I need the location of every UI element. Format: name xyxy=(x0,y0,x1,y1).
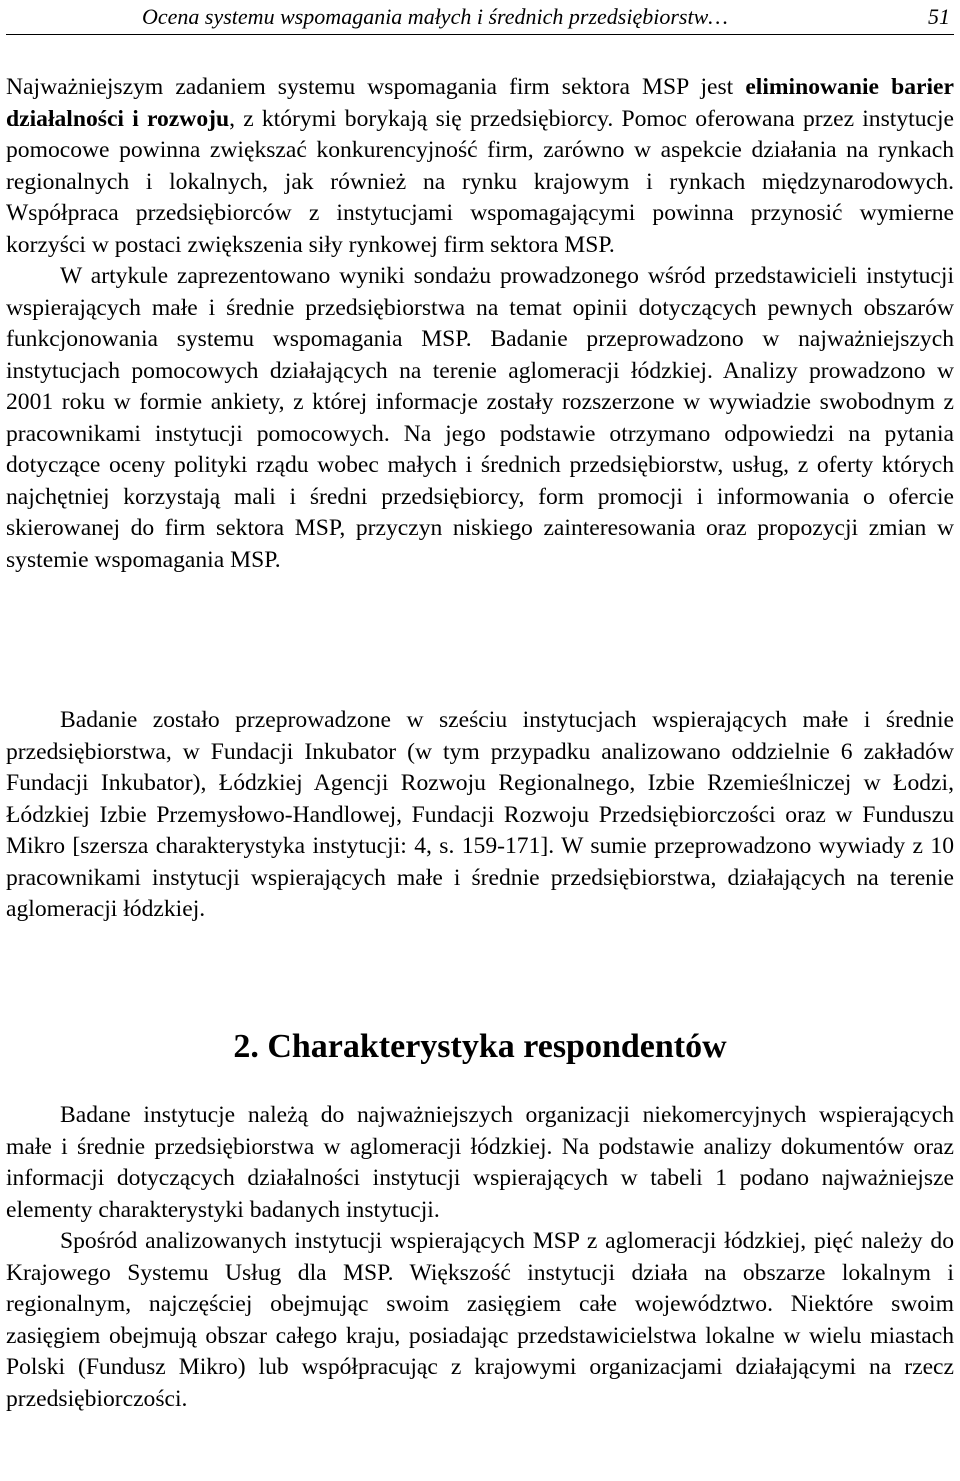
section-heading: 2. Charakterystyka respondentów xyxy=(233,1028,727,1065)
page-number: 51 xyxy=(928,4,950,29)
running-header-title: Ocena systemu wspomagania małych i średnich przedsiębiorstw… xyxy=(142,4,728,29)
paragraph-1-emphasis: eliminowanie barier działalności i rozwoju xyxy=(6,74,954,132)
paragraph-1 xyxy=(6,72,954,261)
paragraph-1-lead: Najważniejszym zadaniem systemu wspomagania firm sektora MSP jest xyxy=(6,74,746,100)
intro-text-block xyxy=(6,72,954,576)
paragraph-2: W artykule zaprezentowano wyniki sondażu prowadzonego wśród przedstawicieli instytucji wspierających małe i średnie przedsiębiorstwa na temat opinii dotyczących pewnych obszarów funkcjonowania systemu wspomagania MSP. Badanie przeprowadzono w najważniejszych instytucjach pomocowych działających na terenie aglomeracji łódzkiej. Analizy prowadzono w 2001 roku w formie ankiety, z której informacje zostały rozszerzone w wywiadzie swobodnym z pracownikami instytucji pomocowych. Na jego podstawie otrzymano odpowiedzi na pytania dotyczące oceny polityki rządu wobec małych i średnich przedsiębiorstw, usług, z oferty których najchętniej korzystają mali i średni przedsiębiorcy, form promocji i informowania o ofercie skierowanej do firm sektora MSP, przyczyn niskiego zainteresowania oraz propozycji zmian w systemie wspomagania MSP. xyxy=(6,263,954,573)
method-text-block xyxy=(6,705,954,926)
paragraph-4: Badane instytucje należą do najważniejszych organizacji niekomercyjnych wspierających małe i średnie przedsiębiorstwa w aglomeracji łódzkiej. Na podstawie analizy dokumentów oraz informacji dotyczących działalności instytucji wspierających w tabeli 1 podano najważniejsze elementy charakterystyki badanych instytucji. xyxy=(6,1102,954,1223)
running-header xyxy=(6,0,954,35)
paragraph-5: Spośród analizowanych instytucji wspierających MSP z aglomeracji łódzkiej, pięć należy do Krajowego Systemu Usług dla MSP. Większość instytucji działa na obszarze lokalnym i regionalnym, najczęściej obejmując swoim zasięgiem całe województwo. Niektóre swoim zasięgiem obejmują obszar całego kraju, posiadając przedstawicielstwa lokalne w wielu miastach Polski (Fundusz Mikro) lub współpracując z krajowymi organizacjami działającymi na rzecz przedsiębiorczości. xyxy=(6,1228,954,1412)
paragraph-1-rest: , z którymi borykają się przedsiębiorcy. Pomoc oferowana przez instytucje pomocowe powinna zwiększać konkurencyjność firm, zarówno w aspekcie działania na rynkach regionalnych i lokalnych, jak również na rynku krajowym i rynkach międzynarodowych. Współpraca przedsiębiorców z instytucjami wspomagającymi powinna przynosić wymierne korzyści w postaci zwiększenia siły rynkowej firm sektora MSP. xyxy=(6,105,954,258)
respondents-text-block xyxy=(6,1100,954,1415)
paragraph-3: Badanie zostało przeprowadzone w sześciu instytucjach wspierających małe i średnie przedsiębiorstwa, w Fundacji Inkubator (w tym przypadku analizowano oddzielnie 6 zakładów Fundacji Inkubator), Łódzkiej Agencji Rozwoju Regionalnego, Izbie Rzemieślniczej w Łodzi, Łódzkiej Izbie Przemysłowo-Handlowej, Fundacji Rozwoju Przedsiębiorczości oraz w Funduszu Mikro [szersza charakterystyka instytucji: 4, s. 159-171]. W sumie przeprowadzono wywiady z 10 pracownikami instytucji wspierających małe i średnie przedsiębiorstwa, działających na terenie aglomeracji łódzkiej. xyxy=(6,707,954,922)
